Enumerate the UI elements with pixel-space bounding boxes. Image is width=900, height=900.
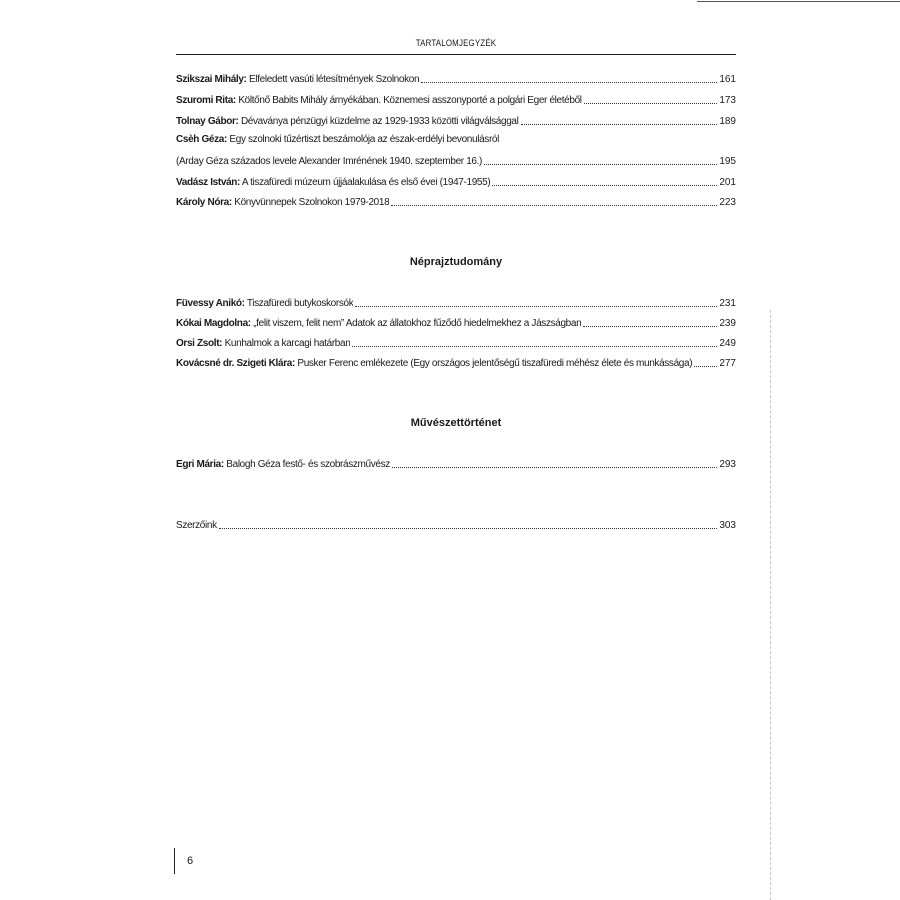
toc-page-number: 303 xyxy=(719,520,736,531)
toc-page-number: 201 xyxy=(719,177,736,188)
toc-page-number: 277 xyxy=(719,358,736,369)
toc-entry xyxy=(176,93,736,107)
toc-title: Egy szolnoki tűzértiszt beszámolója az észak-erdélyi bevonulásról xyxy=(229,134,500,145)
dot-leader xyxy=(391,204,717,206)
section-heading: Művészettörténet xyxy=(410,417,502,429)
dot-leader xyxy=(219,527,718,529)
dot-leader xyxy=(392,466,717,468)
toc-entry-authors xyxy=(176,518,736,532)
toc-page-number: 249 xyxy=(719,338,736,349)
toc-author: Örsi Zsolt: xyxy=(176,338,223,349)
toc-page-number: 239 xyxy=(719,318,736,329)
dot-leader xyxy=(355,305,717,307)
toc-author: Károly Nóra: xyxy=(176,197,232,208)
toc-page-number: 195 xyxy=(719,156,736,167)
toc-title: Kunhalmok a karcagi határban xyxy=(224,338,351,349)
toc-title: Elfeledett vasúti létesítmények Szolnokon xyxy=(248,74,420,85)
toc-title: A tiszafüredi múzeum újjáalakulása és első évei (1947-1955) xyxy=(241,177,491,188)
running-head: TARTALOMJEGYZÉK xyxy=(415,38,497,48)
toc-title: „felit viszem, felit nem” Adatok az állatokhoz fűződő hiedelmekhez a Jászságban xyxy=(253,318,582,329)
toc-page-number: 161 xyxy=(719,74,736,85)
toc-author: Csèh Géza: xyxy=(176,134,227,145)
dot-leader xyxy=(421,81,717,83)
folio-rule xyxy=(174,848,175,874)
toc-entry xyxy=(176,175,736,189)
toc-entry xyxy=(176,356,736,370)
toc-author: Szikszai Mihály: xyxy=(176,74,247,85)
toc-author: Kovácsné dr. Szigeti Klára: xyxy=(176,358,295,369)
toc-author: Füvessy Anikó: xyxy=(176,298,245,309)
toc-page-number: 189 xyxy=(719,116,736,127)
dot-leader xyxy=(694,365,717,367)
toc-entry xyxy=(176,457,736,471)
toc-title: Könyvünnepek Szolnokon 1979-2018 xyxy=(234,197,390,208)
toc-author: Vadász István: xyxy=(176,177,241,188)
toc-title: Szerzőink xyxy=(176,520,217,531)
header-rule xyxy=(176,54,736,55)
toc-title: Tiszafüredi butykoskorsók xyxy=(246,298,354,309)
toc-entry-continuation xyxy=(176,154,736,168)
toc-author: Egri Mária: xyxy=(176,459,224,470)
toc-entry xyxy=(176,336,736,350)
toc-title: (Arday Géza százados levele Alexander Imrénének 1940. szeptember 16.) xyxy=(176,156,483,167)
toc-title: Pusker Ferenc emlékezete (Egy országos jelentőségű tiszafüredi méhész élete és munkássága) xyxy=(297,358,693,369)
scan-edge-line xyxy=(697,1,900,2)
toc-entry xyxy=(176,195,736,209)
scan-fold-line xyxy=(770,310,771,900)
toc-title: Dévaványa pénzügyi küzdelme az 1929-1933 közötti világválsággal xyxy=(240,116,519,127)
dot-leader xyxy=(521,123,718,125)
page-number: 6 xyxy=(187,855,194,867)
dot-leader xyxy=(583,325,717,327)
toc-title: Költőnő Babits Mihály árnyékában. Köznemesi asszonyporté a polgári Eger életéből xyxy=(238,95,582,106)
section-heading: Néprajztudomány xyxy=(409,256,503,268)
toc-entry xyxy=(176,132,736,146)
dot-leader xyxy=(352,345,717,347)
toc-author: Szuromi Rita: xyxy=(176,95,236,106)
toc-entry xyxy=(176,72,736,86)
toc-page-number: 223 xyxy=(719,197,736,208)
dot-leader xyxy=(484,163,717,165)
toc-author: Kókai Magdolna: xyxy=(176,318,251,329)
dot-leader xyxy=(492,184,717,186)
toc-entry xyxy=(176,316,736,330)
toc-page-number: 293 xyxy=(719,459,736,470)
toc-page-number: 231 xyxy=(719,298,736,309)
toc-author: Tolnay Gábor: xyxy=(176,116,239,127)
dot-leader xyxy=(584,102,718,104)
toc-page-number: 173 xyxy=(719,95,736,106)
toc-entry xyxy=(176,114,736,128)
toc-entry xyxy=(176,296,736,310)
toc-title: Balogh Géza festő- és szobrászművész xyxy=(226,459,390,470)
